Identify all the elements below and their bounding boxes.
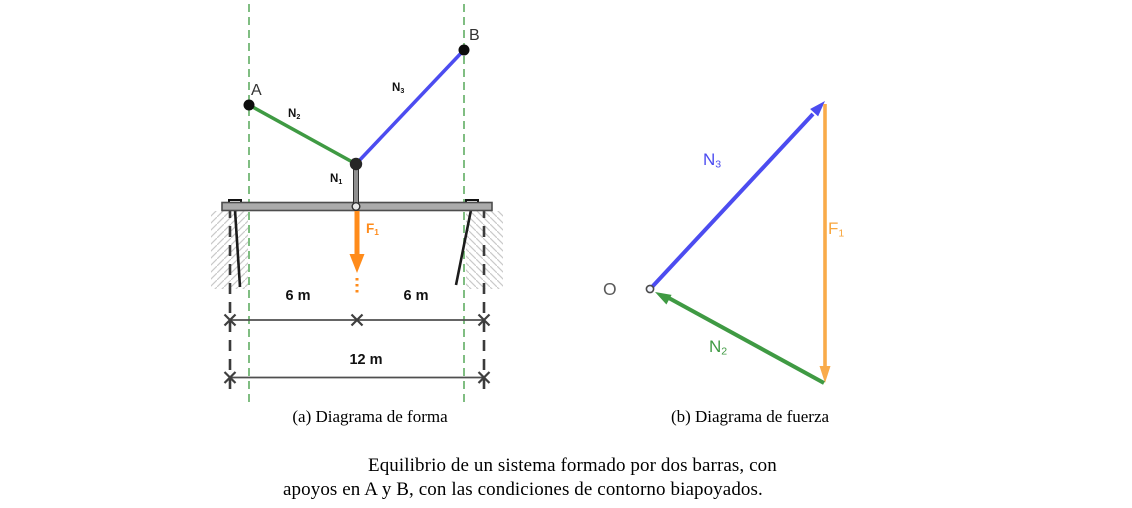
force-diagram-caption: (b) Diagrama de fuerza <box>670 407 830 426</box>
node-joint <box>350 158 362 170</box>
bar-n3 <box>356 50 464 164</box>
bar-n2-label: $N_2$ <box>288 108 301 121</box>
node-a <box>244 100 255 111</box>
dim-right-label: 6 m <box>403 288 429 304</box>
dimension-markers <box>225 315 490 384</box>
load-f1-arrow <box>350 211 365 293</box>
vector-n3-label: $N_3$ <box>703 150 722 171</box>
vector-f1-label: $F_1$ <box>828 219 845 240</box>
origin-label: O <box>603 279 617 299</box>
figure-caption-line1: Equilibrio de un sistema formado por dos barras, con <box>368 455 777 476</box>
bar-n1-label: $N_1$ <box>330 173 343 186</box>
bar-n3-label: $N_3$ <box>392 82 405 95</box>
load-f1-label: $F_1$ <box>366 221 379 238</box>
origin-point <box>646 285 653 292</box>
vector-n2-label: $N_2$ <box>709 337 728 358</box>
dim-total-label: 12 m <box>349 352 383 368</box>
figure-caption-line2: apoyos en A y B, con las condiciones de contorno biapoyados. <box>283 479 763 500</box>
bar-n2 <box>249 105 356 164</box>
form-diagram <box>211 4 503 402</box>
node-b <box>459 45 470 56</box>
bar-n1 <box>354 166 359 207</box>
dim-left-label: 6 m <box>285 288 311 304</box>
form-diagram-caption: (a) Diagrama de forma <box>292 407 448 426</box>
dimension-lines <box>230 320 484 378</box>
vector-n2-arrow <box>655 292 824 383</box>
vector-n3-arrow <box>652 101 825 287</box>
point-a-label: A <box>251 82 262 99</box>
force-diagram <box>646 101 830 383</box>
point-b-label: B <box>469 27 480 44</box>
vector-f1-arrow <box>820 104 831 383</box>
node-pin <box>352 203 360 211</box>
